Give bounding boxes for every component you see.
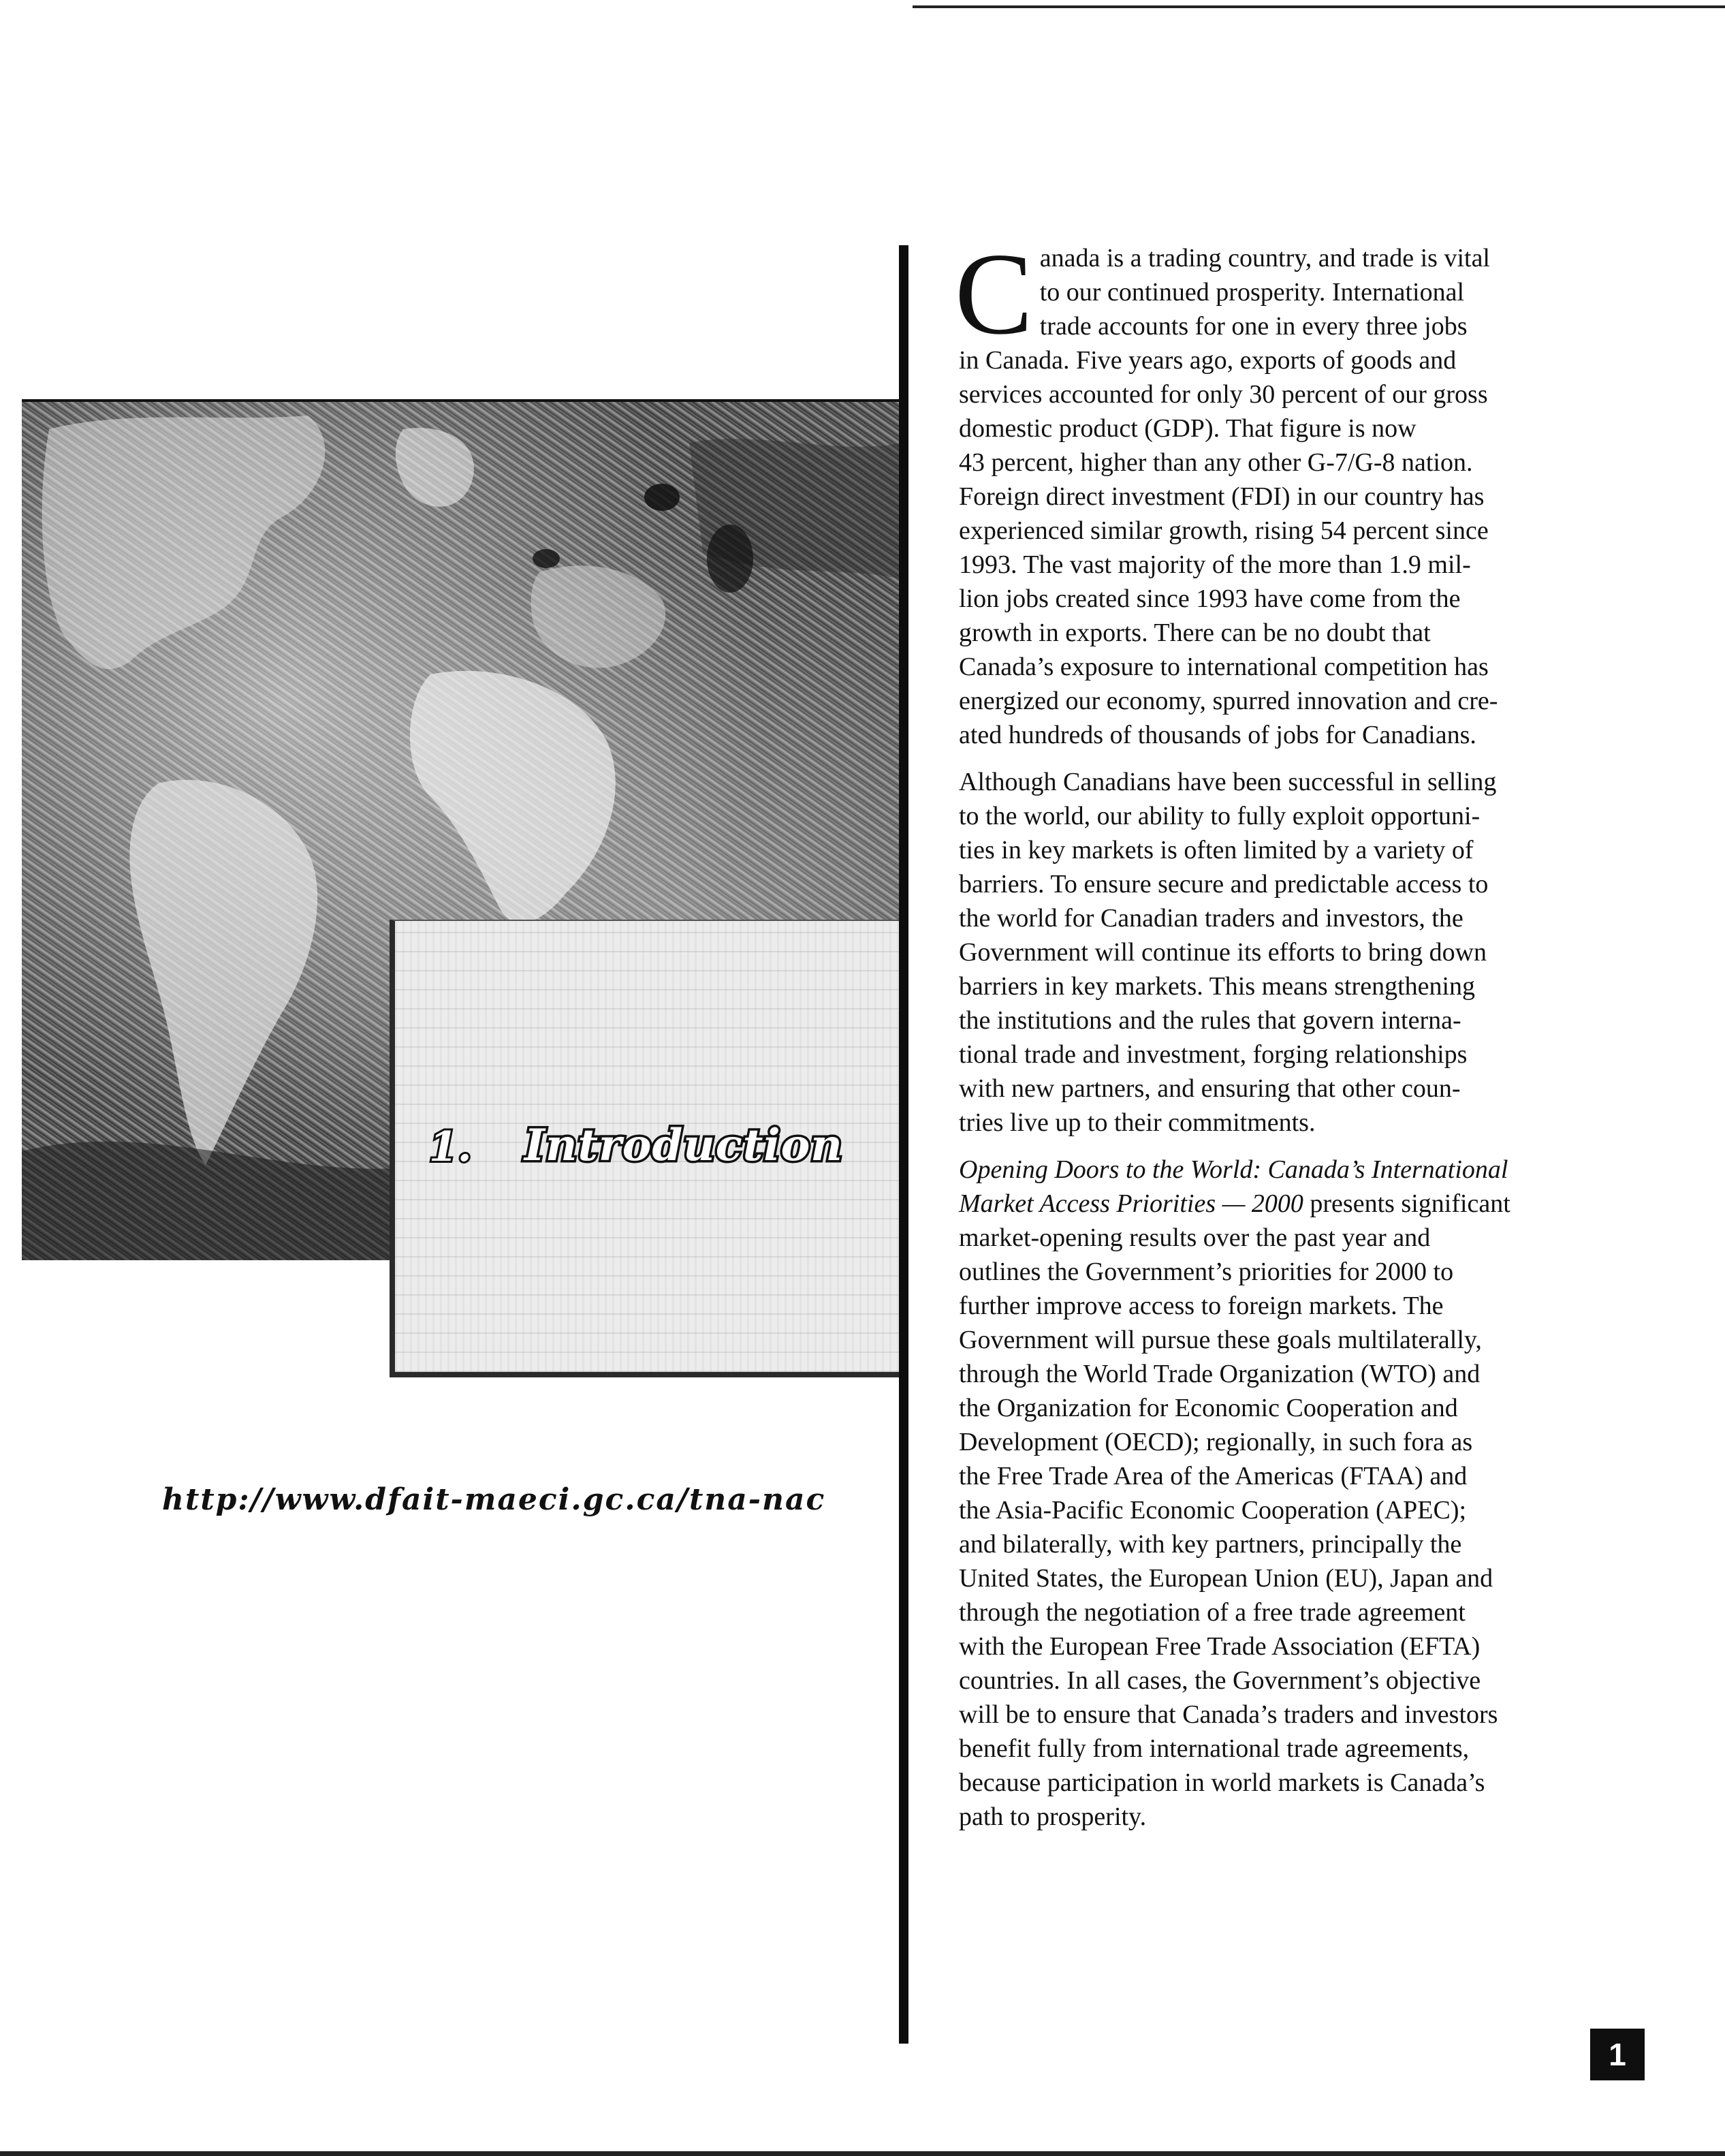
text-line: the Organization for Economic Cooperation and bbox=[959, 1394, 1458, 1422]
text-line: trade accounts for one in every three jobs bbox=[1039, 312, 1468, 341]
text-line: to the world, our ability to fully exploit opportuni- bbox=[959, 802, 1481, 830]
text-line: ties in key markets is often limited by a variety of bbox=[959, 836, 1474, 864]
section-number: 1. bbox=[429, 1123, 472, 1171]
bottom-rule bbox=[0, 2151, 1725, 2156]
text-line: in Canada. Five years ago, exports of goods and bbox=[959, 346, 1457, 375]
publication-title-line-2: Market Access Priorities — 2000 bbox=[959, 1189, 1303, 1218]
text-line: benefit fully from international trade agreements, bbox=[959, 1734, 1470, 1763]
top-rule bbox=[913, 5, 1725, 8]
text-line: tries live up to their commitments. bbox=[959, 1108, 1316, 1137]
website-url[interactable]: http://www.dfait-maeci.gc.ca/tna-nac bbox=[162, 1482, 826, 1517]
text-line: with the European Free Trade Association (EFTA) bbox=[959, 1632, 1481, 1661]
text-line: experienced similar growth, rising 54 percent since bbox=[959, 516, 1489, 545]
paragraph-2 bbox=[959, 765, 1647, 1140]
text-line bbox=[959, 1187, 1647, 1221]
text-line: Government will continue its efforts to bring down bbox=[959, 938, 1487, 967]
text-line: anada is a trading country, and trade is vital bbox=[1039, 244, 1490, 272]
text-line: 43 percent, higher than any other G-7/G-8 nation. bbox=[959, 448, 1473, 477]
text-line: Canada’s exposure to international competition has bbox=[959, 653, 1489, 681]
text-line: domestic product (GDP). That figure is now bbox=[959, 414, 1417, 443]
drop-cap: C bbox=[955, 230, 1033, 359]
text-line: Government will pursue these goals multilaterally, bbox=[959, 1326, 1482, 1354]
text-line: Development (OECD); regionally, in such fora as bbox=[959, 1428, 1473, 1456]
text-line: the institutions and the rules that govern interna- bbox=[959, 1006, 1461, 1035]
text-line: barriers. To ensure secure and predictable access to bbox=[959, 870, 1489, 899]
text-line: ated hundreds of thousands of jobs for Canadians. bbox=[959, 721, 1476, 749]
publication-title-line-1: Opening Doors to the World: Canada’s International bbox=[959, 1155, 1508, 1184]
text-line: and bilaterally, with key partners, principally the bbox=[959, 1530, 1462, 1559]
text-line: tional trade and investment, forging relationships bbox=[959, 1040, 1468, 1069]
text-line: market-opening results over the past year and bbox=[959, 1223, 1431, 1252]
text-line: with new partners, and ensuring that other coun- bbox=[959, 1074, 1461, 1103]
text-line: the Asia-Pacific Economic Cooperation (APEC); bbox=[959, 1496, 1467, 1525]
paragraph-3 bbox=[959, 1153, 1647, 1834]
text-line: to our continued prosperity. International bbox=[1039, 278, 1465, 307]
section-title: Introduction bbox=[524, 1120, 843, 1171]
body-text-column bbox=[955, 230, 1647, 1847]
paragraph-1 bbox=[955, 230, 1647, 752]
text-line: Foreign direct investment (FDI) in our country has bbox=[959, 482, 1485, 511]
text-line: 1993. The vast majority of the more than 1.9 mil- bbox=[959, 550, 1471, 579]
text-line: barriers in key markets. This means strengthening bbox=[959, 972, 1476, 1001]
text-line: energized our economy, spurred innovation and cre- bbox=[959, 687, 1498, 715]
text-line: United States, the European Union (EU), Japan and bbox=[959, 1564, 1493, 1593]
text-line: path to prosperity. bbox=[959, 1802, 1147, 1831]
text-line: growth in exports. There can be no doubt that bbox=[959, 619, 1431, 647]
text-line: the world for Canadian traders and investors, the bbox=[959, 904, 1463, 933]
page-number: 1 bbox=[1590, 2029, 1645, 2080]
text-line: through the negotiation of a free trade agreement bbox=[959, 1598, 1466, 1627]
column-divider bbox=[899, 245, 908, 2044]
text-line: Although Canadians have been successful in selling bbox=[959, 768, 1497, 796]
text-line: outlines the Government’s priorities for 2000 to bbox=[959, 1257, 1454, 1286]
text-line: lion jobs created since 1993 have come from the bbox=[959, 584, 1461, 613]
text-line: will be to ensure that Canada’s traders and investors bbox=[959, 1700, 1498, 1729]
text-line: the Free Trade Area of the Americas (FTAA) and bbox=[959, 1462, 1468, 1490]
text-line: countries. In all cases, the Government’s objective bbox=[959, 1666, 1481, 1695]
text-line: because participation in world markets is Canada’s bbox=[959, 1768, 1485, 1797]
text-line: through the World Trade Organization (WTO) and bbox=[959, 1360, 1481, 1388]
text-line: further improve access to foreign markets. The bbox=[959, 1292, 1444, 1320]
text-line: services accounted for only 30 percent of our gross bbox=[959, 380, 1488, 409]
text-fragment: presents significant bbox=[1303, 1189, 1510, 1218]
